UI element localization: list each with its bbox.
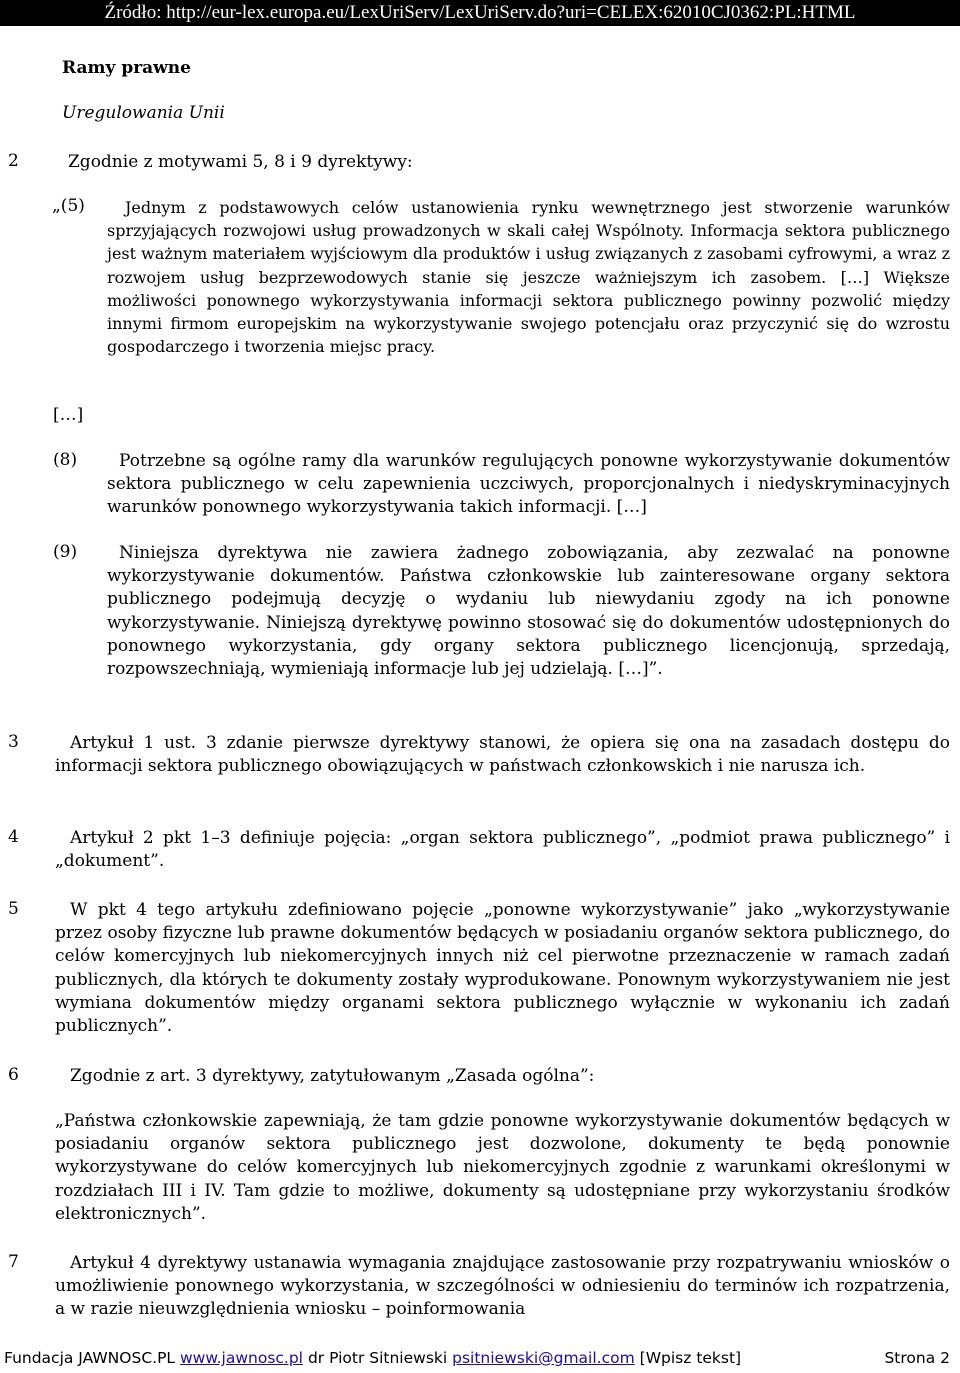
paragraph-number: 6 bbox=[8, 1065, 19, 1085]
paragraph-number: 2 bbox=[8, 151, 19, 171]
subsection-title: Uregulowania Unii bbox=[62, 103, 225, 123]
source-url-bar: Źródło: http://eur-lex.europa.eu/LexUriServ/LexUriServ.do?uri=CELEX:62010CJ0362:PL:HTML bbox=[0, 0, 960, 26]
paragraph-number: 5 bbox=[8, 899, 19, 919]
recital-text: Jednym z podstawowych celów ustanowienia rynku wewnętrznego jest stworzenie warunków sprzyjających rozwojowi usług prowadzonych w skali całej Wspólnoty. Informacja sektora publicznego jest ważnym materiałem wyjściowym dla produktów i usług związanych z zasobami cyfrowymi, a wraz z rozwojem usług bezprzewodowych stanie się jeszcze ważniejszym ich zasobem. […] Większe możliwości ponownego wykorzystywania informacji sektora publicznego powinny pozwolić między innymi firmom europejskim na wykorzystywanie swojego potencjału oraz przyczynić się do wzrostu gospodarczego i tworzenia miejsc pracy. bbox=[107, 198, 950, 357]
recital-marker: „(5) bbox=[52, 196, 85, 216]
footer-site-link[interactable]: www.jawnosc.pl bbox=[180, 1349, 303, 1367]
recital-marker: (9) bbox=[53, 542, 78, 562]
omission-marker: […] bbox=[53, 405, 84, 425]
recital-text: Potrzebne są ogólne ramy dla warunków regulujących ponowne wykorzystywanie dokumentów sektora publicznego w celu zapewnienia uczciwych, proporcjonalnych i niedyskryminacyjnych warunków ponownego wykorzystywania takich informacji. […] bbox=[107, 451, 950, 518]
footer-left bbox=[4, 1347, 741, 1369]
footer-org: Fundacja JAWNOSC.PL bbox=[4, 1349, 176, 1367]
paragraph-text: Artykuł 4 dyrektywy ustanawia wymagania znajdujące zastosowanie przy rozpatrywaniu wniosków o umożliwienie ponownego wykorzystania, w szczególności w odniesieniu do terminów ich rozpatrzenia, a w razie nieuwzględnienia wniosku – poinformowania bbox=[55, 1253, 950, 1320]
recital-marker: (8) bbox=[53, 450, 78, 470]
paragraph-text: Artykuł 1 ust. 3 zdanie pierwsze dyrektywy stanowi, że opiera się ona na zasadach dostępu do informacji sektora publicznego obowiązujących w państwach członkowskich i nie narusza ich. bbox=[55, 733, 950, 777]
page-number: Strona 2 bbox=[884, 1349, 950, 1367]
paragraph-number: 3 bbox=[8, 732, 19, 752]
footer-author: dr Piotr Sitniewski bbox=[307, 1349, 448, 1367]
section-title: Ramy prawne bbox=[62, 58, 191, 78]
footer-placeholder: [Wpisz tekst] bbox=[639, 1349, 742, 1367]
footer-email-link[interactable]: psitniewski@gmail.com bbox=[452, 1349, 635, 1367]
recital-text: Niniejsza dyrektywa nie zawiera żadnego zobowiązania, aby zezwalać na ponowne wykorzystywanie dokumentów. Państwa członkowskie lub zainteresowane organy sektora publicznego podejmują decyzję o wydaniu lub niewydaniu zgody na ich ponowne wykorzystywanie. Niniejszą dyrektywę powinno stosować się do dokumentów udostępnionych do ponownego wykorzystania, gdy organy sektora publicznego licencjonują, sprzedają, rozpowszechniają, wymieniają informacje lub jej udzielają. […]”. bbox=[107, 543, 950, 680]
quoted-provision: „Państwa członkowskie zapewniają, że tam gdzie ponowne wykorzystywanie dokumentów będących w posiadaniu organów sektora publicznego jest dozwolone, dokumenty te będą ponownie wykorzystywane do celów komercyjnych lub niekomercyjnych zgodnie z warunkami określonymi w rozdziałach III i IV. Tam gdzie to możliwe, dokumenty są udostępniane przy wykorzystaniu środków elektronicznych”. bbox=[55, 1111, 950, 1224]
paragraph-text: W pkt 4 tego artykułu zdefiniowano pojęcie „ponowne wykorzystywanie” jako „wykorzystywanie przez osoby fizyczne lub prawne dokumentów będących w posiadaniu organów sektora publicznego, do celów komercyjnych lub niekomercyjnych innych niż cel pierwotne przeznaczenie w ramach zadań publicznych, dla których te dokumenty zostały wyprodukowane. Ponownym wykorzystywaniem nie jest wymiana dokumentów między organami sektora publicznego wyłącznie w wykonaniu ich zadań publicznych”. bbox=[55, 900, 950, 1037]
paragraph-text: Zgodnie z art. 3 dyrektywy, zatytułowanym „Zasada ogólna”: bbox=[70, 1066, 595, 1086]
paragraph-text: Artykuł 2 pkt 1–3 definiuje pojęcia: „organ sektora publicznego”, „podmiot prawa publicznego” i „dokument”. bbox=[55, 828, 950, 872]
paragraph-number: 7 bbox=[8, 1252, 19, 1272]
paragraph-number: 4 bbox=[8, 827, 19, 847]
page-footer bbox=[4, 1347, 950, 1369]
paragraph-text: Zgodnie z motywami 5, 8 i 9 dyrektywy: bbox=[68, 152, 413, 172]
